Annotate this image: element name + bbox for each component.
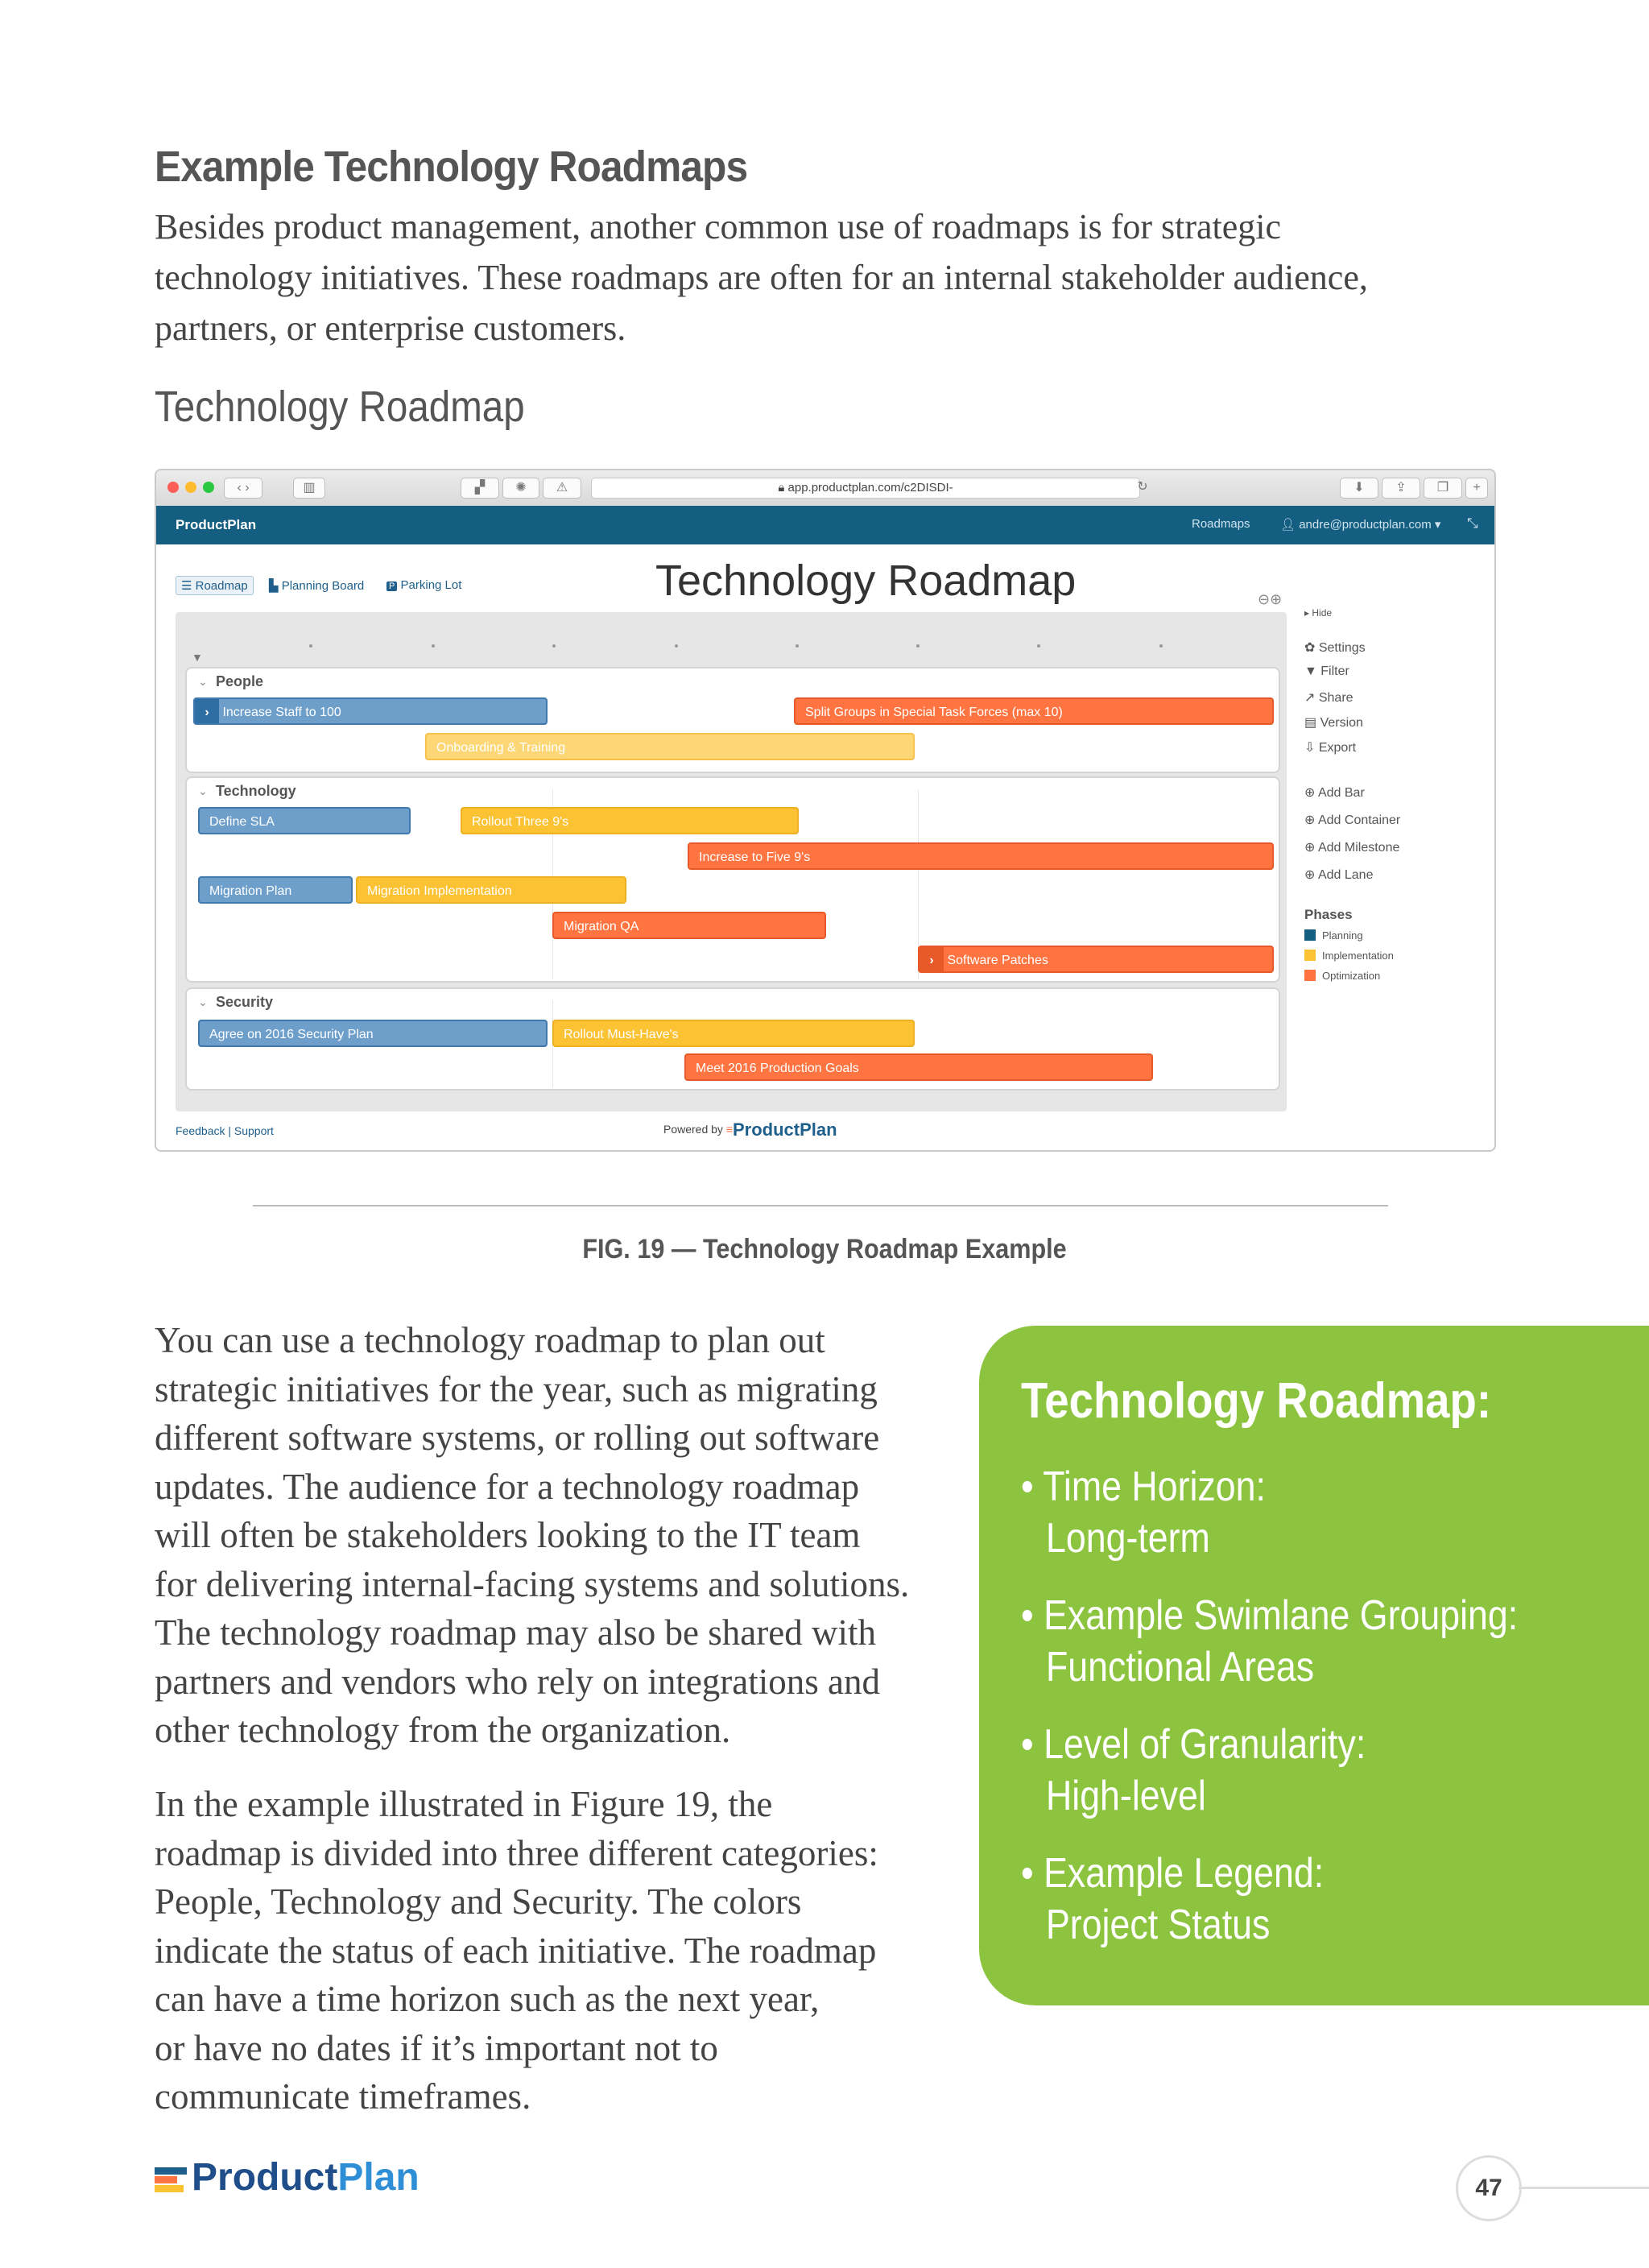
callout-item-label: • Example Legend: [1021,1850,1325,1897]
app-brand: ProductPlan [176,517,257,532]
phase-label: Optimization [1322,970,1381,982]
menu-add-lane [1304,867,1373,883]
plus-circle-icon: ⊕ [1304,868,1318,882]
roadmap-icon: ☰ [181,579,196,593]
body-line: You can use a technology roadmap to plan out [155,1320,825,1360]
lane-label: People [216,673,264,689]
roadmap-bar: Increase to Five 9's [688,842,1274,870]
roadmap-bar [193,697,548,725]
body-line: updates. The audience for a technology roadmap [155,1466,860,1507]
timeline-tick [309,644,312,648]
callout-item-label: • Level of Granularity: [1021,1721,1366,1768]
callout-item [1021,1590,1518,1693]
lane-security [185,987,1280,1091]
menu-filter [1304,664,1349,679]
timeline-tick [1159,644,1163,648]
body-line: indicate the status of each initiative. The roadmap [155,1930,877,1971]
callout-item-label: • Example Swimlane Grouping: [1021,1592,1519,1639]
gear-extension-icon: ✺ [502,478,539,499]
tab-parking-lot [386,578,461,592]
body-line: can have a time horizon such as the next year, [155,1979,820,2019]
user-icon: 👤︎ [1280,518,1300,532]
menu-label: Add Lane [1317,868,1374,882]
powered-brand: ProductPlan [733,1120,837,1140]
callout-item-value: High-level [1045,1773,1206,1819]
feedback-links: Feedback | Support [176,1124,274,1137]
intro-line: partners, or enterprise customers. [155,308,626,348]
roadmap-bar: Onboarding & Training [425,733,915,760]
body-line: communicate timeframes. [155,2076,531,2117]
expand-icon: ⤡ [1467,515,1478,531]
today-marker-icon: ▼ [192,651,203,664]
menu-label: Share [1318,691,1354,705]
callout-item [1021,1848,1324,1951]
lane-technology [185,776,1280,983]
roadmap-bar: Rollout Must-Have's [552,1020,915,1047]
lane-label: Security [216,994,274,1010]
timeline-tick [432,644,435,648]
lane-people [185,667,1280,773]
tab-label: Roadmap [195,579,248,593]
body-line: will often be stakeholders looking to the IT team [155,1515,861,1555]
callout-item [1021,1719,1366,1822]
roadmap-bar: Migration QA [552,912,826,939]
phase-label: Planning [1322,929,1363,942]
app-header [156,506,1494,544]
menu-label: Add Milestone [1317,841,1400,855]
roadmap-bar [918,946,1274,973]
download-icon: ⬇ [1340,478,1378,499]
intro-paragraph [155,201,1523,354]
menu-settings [1304,639,1366,656]
share-icon: ↗ [1304,691,1319,705]
board-icon: ▙ [269,579,282,593]
body-line: People, Technology and Security. The colors [155,1881,802,1922]
gear-icon: ✿ [1304,641,1319,655]
extension-icon: ▞ [461,478,499,499]
hide-label: Hide [1312,607,1333,619]
user-email: andre@productplan.com ▾ [1299,518,1441,532]
body-line: different software systems, or rolling out software [155,1418,880,1458]
collapse-icon: ⌄ [198,675,208,688]
menu-add-container [1304,812,1400,828]
productplan-logo-icon: ≡ [725,1123,733,1136]
body-line: for delivering internal-facing systems and solutions. [155,1563,910,1604]
reload-icon: ↻ [1137,480,1148,494]
menu-label: Add Bar [1317,786,1365,800]
body-line: roadmap is divided into three different categories: [155,1832,878,1873]
productplan-logo-icon [155,2164,190,2193]
tab-label: Planning Board [281,579,365,593]
timeline-tick [916,644,920,648]
timeline-tick [675,644,678,648]
share-icon: ⇪ [1382,478,1420,499]
phase-label: Implementation [1322,950,1394,962]
zoom-controls-icon: ⊖⊕ [1258,591,1283,607]
page-number-rule [1519,2187,1649,2189]
phase-implementation [1304,950,1394,962]
menu-label: Version [1320,716,1363,730]
figure-caption: FIG. 19 — Technology Roadmap Example [582,1234,1067,1264]
menu-label: Export [1318,741,1357,755]
powered-by [663,1120,837,1140]
roadmap-bar: Agree on 2016 Security Plan [198,1020,548,1047]
close-dot-icon [167,482,179,493]
bar-label: Increase Staff to 100 [222,706,341,719]
body-line: other technology from the organization. [155,1710,731,1750]
version-icon: ▤ [1304,716,1320,730]
plus-circle-icon: ⊕ [1304,786,1318,800]
sidebar-icon: ▥ [293,478,325,499]
intro-line: technology initiatives. These roadmaps are often for an internal stakeholder audience, [155,258,1368,297]
plus-circle-icon: ⊕ [1304,813,1318,827]
callout-item-label: • Time Horizon: [1021,1463,1266,1510]
menu-add-bar [1304,784,1365,801]
tabs-icon: ❐ [1424,478,1462,499]
phase-swatch [1304,970,1316,981]
tab-label: Parking Lot [400,578,462,592]
nav-user-menu [1280,517,1440,532]
body-line: or have no dates if it’s important not to [155,2027,718,2068]
menu-add-milestone [1304,839,1399,855]
collapse-icon: ⌄ [198,995,208,1008]
phase-swatch [1304,950,1316,961]
filter-icon: ▼ [1304,664,1321,678]
intro-line: Besides product management, another common use of roadmaps is for strategic [155,207,1282,246]
section-heading: Example Technology Roadmaps [155,143,748,191]
minimize-dot-icon [185,482,196,493]
parking-icon: P [386,581,397,591]
roadmap-bar: Migration Plan [198,876,353,904]
phase-swatch [1304,929,1316,941]
phase-optimization [1304,970,1380,982]
phases-title: Phases [1304,907,1353,922]
timeline-tick [1037,644,1040,648]
body-line: strategic initiatives for the year, such as migrating [155,1368,878,1409]
callout-item-value: Long-term [1045,1515,1210,1562]
body-paragraph-1 [155,1316,968,1755]
callout-title: Technology Roadmap: [1021,1373,1492,1429]
body-paragraph-2 [155,1780,968,2121]
menu-label: Filter [1320,664,1349,678]
page-number: 47 [1456,2155,1522,2221]
new-tab-icon: + [1465,478,1488,499]
phase-planning [1304,929,1363,942]
body-line: The technology roadmap may also be shared with [155,1612,876,1653]
chevron-right-icon: › [195,699,219,725]
body-line: partners and vendors who rely on integrations and [155,1661,881,1702]
url-bar [591,478,1140,499]
zoom-dot-icon [203,482,214,493]
callout-item [1021,1461,1266,1564]
roadmap-bar: Meet 2016 Production Goals [684,1053,1153,1081]
logo-plan: Plan [337,2156,419,2199]
back-forward-icon: ‹ › [224,478,262,499]
timeline-tick [796,644,799,648]
collapse-icon: ⌄ [198,784,208,797]
caption-divider [253,1205,1388,1206]
menu-share [1304,689,1354,706]
browser-toolbar [156,470,1494,507]
url-text: app.productplan.com/c2DISDI- [787,481,953,495]
menu-version [1304,714,1363,730]
timeline-tick [552,644,556,648]
bar-label: Software Patches [947,954,1048,967]
browser-screenshot [155,469,1496,1152]
body-line: In the example illustrated in Figure 19, the [155,1784,773,1824]
productplan-logo [155,2155,419,2200]
lane-label: Technology [216,783,296,799]
roadmap-bar: Rollout Three 9's [461,807,799,834]
chevron-right-icon: › [920,947,944,973]
figure-subheading: Technology Roadmap [155,383,525,431]
roadmap-bar: Migration Implementation [356,876,626,904]
menu-label: Settings [1318,641,1366,655]
callout-item-value: Project Status [1045,1902,1271,1948]
menu-label: Add Container [1317,813,1401,827]
roadmap-title: Technology Roadmap [655,557,1077,605]
hide-panel: ▸ Hide [1304,607,1333,619]
nav-roadmaps: Roadmaps [1192,517,1250,531]
roadmap-bar: Define SLA [198,807,411,834]
roadmap-canvas [176,612,1287,1111]
logo-product: Product [192,2156,338,2199]
export-icon: ⇩ [1304,741,1319,755]
menu-export [1304,739,1356,755]
lock-icon: 🔒︎ [778,481,788,495]
roadmap-bar: Split Groups in Special Task Forces (max 10) [794,697,1274,725]
tab-roadmap [176,576,254,595]
plus-circle-icon: ⊕ [1304,841,1318,855]
powered-label: Powered by [663,1123,723,1136]
callout-item-value: Functional Areas [1045,1644,1315,1691]
warning-icon: ⚠ [543,478,581,499]
tab-planning-board [269,578,364,593]
